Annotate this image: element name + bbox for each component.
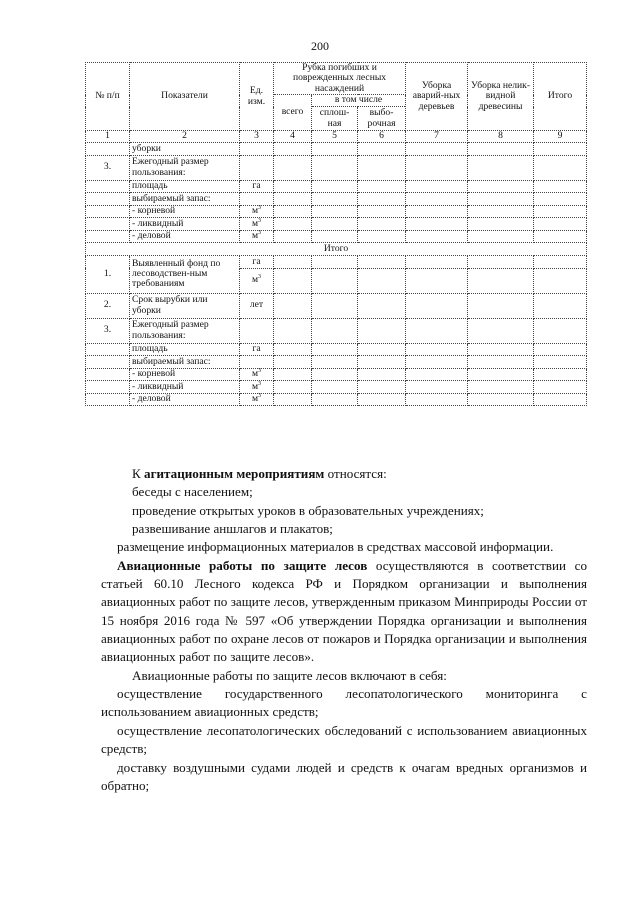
col-number: 9 [534, 131, 587, 143]
row-label: - деловой [130, 393, 240, 406]
table-row [86, 218, 587, 231]
paragraph: размещение информационных материалов в средствах массовой информации. [117, 539, 554, 555]
row-label: уборки [130, 143, 240, 156]
row-label: Ежегодный размер пользования: [130, 155, 240, 180]
paragraph: развешивание аншлагов и плакатов; [132, 521, 333, 537]
row-unit: $м^3$ [240, 268, 274, 293]
header-including: в том числе [312, 95, 406, 107]
section-title: Итого [86, 243, 587, 256]
row-unit: $м^3$ [240, 368, 274, 381]
table-row [86, 293, 587, 318]
header-unit: Ед. изм. [240, 63, 274, 131]
paragraph: осуществление лесопатологических обследований с использованием авиационных средств; [101, 722, 587, 757]
row-unit: лет [240, 293, 274, 318]
row-unit: га [240, 343, 274, 356]
header-emergency: Уборка аварий-ных деревьев [406, 63, 468, 131]
row-label: - ликвидный [130, 381, 240, 394]
header-indicators: Показатели [130, 63, 240, 131]
row-num: 3. [86, 155, 130, 180]
col-number: 2 [130, 131, 240, 143]
paragraph: проведение открытых уроков в образовательных учреждениях; [132, 502, 484, 518]
row-unit: $м^3$ [240, 230, 274, 243]
row-label: выбираемый запас: [130, 193, 240, 206]
paragraph: осуществление государственного лесопатологического мониторинга с использованием авиационных средств; [101, 686, 587, 720]
row-label: площадь [130, 343, 240, 356]
row-label: - корневой [130, 205, 240, 218]
row-label: выбираемый запас: [130, 356, 240, 369]
paragraph: Авиационные работы по защите лесов осуществляются в соответствии со статьей 60.10 Лесного кодекса РФ и Порядком организации и выполнения авиационных работ по защите лесов, утвержденным приказом Минприроды России от 15 ноября 2016 года № 597 «Об утверждении Порядка организации и выполнения авиационных работ по охране лесов от пожаров и Порядка организации и выполнения авиационных работ по защите лесов». [101, 557, 587, 665]
col-number: 6 [358, 131, 406, 143]
table-row [86, 343, 587, 356]
header-selective: выбо-рочная [358, 107, 406, 131]
row-label: - деловой [130, 230, 240, 243]
row-unit: га [240, 180, 274, 193]
row-label: - ликвидный [130, 218, 240, 231]
header-sum: Итого [534, 63, 587, 131]
header-num: № п/п [86, 63, 130, 131]
row-num: 2. [86, 293, 130, 318]
table-row [86, 256, 587, 269]
col-number: 3 [240, 131, 274, 143]
table-row [86, 318, 587, 343]
paragraph: доставку воздушными судами людей и средств к очагам вредных организмов и обратно; [101, 759, 587, 793]
row-unit: га [240, 256, 274, 269]
table-row [86, 368, 587, 381]
row-label: Ежегодный размер пользования: [130, 318, 240, 343]
page-number: 200 [311, 39, 329, 53]
paragraph: Авиационные работы по защите лесов включают в себя: [132, 667, 447, 683]
table-row [86, 155, 587, 180]
col-number: 5 [312, 131, 358, 143]
body-text [101, 465, 587, 795]
col-number: 1 [86, 131, 130, 143]
table-row [86, 381, 587, 394]
header-felling-group: Рубка погибших и поврежденных лесных насаждений [274, 63, 406, 95]
row-unit: $м^3$ [240, 381, 274, 394]
col-number: 8 [468, 131, 534, 143]
header-total: всего [274, 95, 312, 131]
header-illiquid: Уборка нелик-видной древесины [468, 63, 534, 131]
forest-felling-table [85, 62, 587, 406]
table-row [86, 205, 587, 218]
row-label: Выявленный фонд по лесоводствен-ным требованиям [130, 256, 240, 294]
table-row [86, 356, 587, 369]
col-number: 7 [406, 131, 468, 143]
table-row [86, 143, 587, 156]
row-num: 1. [86, 256, 130, 294]
row-unit: $м^3$ [240, 393, 274, 406]
header-clear: сплош-ная [312, 107, 358, 131]
row-num: 3. [86, 318, 130, 343]
row-label: - корневой [130, 368, 240, 381]
table-row [86, 230, 587, 243]
table-row [86, 193, 587, 206]
row-unit: $м^3$ [240, 205, 274, 218]
paragraph: беседы с населением; [132, 484, 253, 500]
table-row [86, 180, 587, 193]
row-label: Срок вырубки или уборки [130, 293, 240, 318]
row-label: площадь [130, 180, 240, 193]
table-row [86, 393, 587, 406]
col-number: 4 [274, 131, 312, 143]
row-unit: $м^3$ [240, 218, 274, 231]
paragraph: К агитационным мероприятиям относятся: [132, 466, 387, 481]
section-row [86, 243, 587, 256]
